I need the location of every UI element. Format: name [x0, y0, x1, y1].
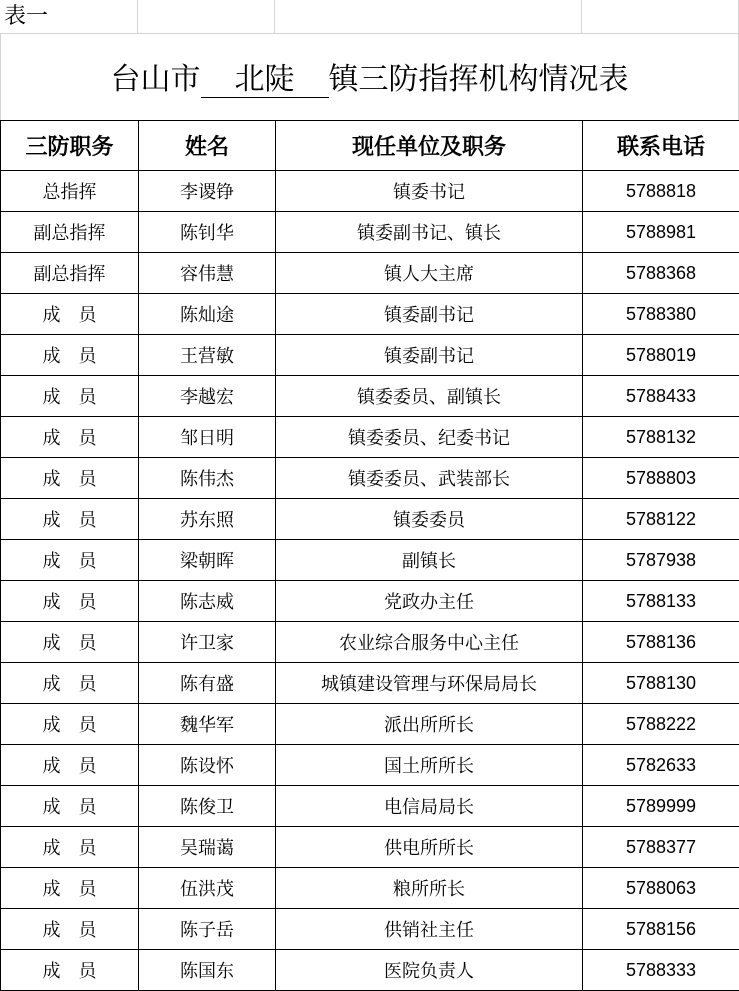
cell-role[interactable]: 成 员: [1, 540, 139, 581]
cell-position[interactable]: 镇委委员、纪委书记: [276, 417, 583, 458]
cell-role[interactable]: 成 员: [1, 335, 139, 376]
cell-phone[interactable]: 5788433: [583, 376, 739, 417]
table-row: [1, 581, 739, 622]
cell-position[interactable]: 供电所所长: [276, 827, 583, 868]
command-roster-table: [0, 120, 739, 991]
cell-role[interactable]: 成 员: [1, 827, 139, 868]
cell-name[interactable]: 魏华军: [139, 704, 276, 745]
cell-name[interactable]: 李越宏: [139, 376, 276, 417]
cell-position[interactable]: 粮所所长: [276, 868, 583, 909]
cell-position[interactable]: 派出所所长: [276, 704, 583, 745]
cell-name[interactable]: 陈志威: [139, 581, 276, 622]
header-position[interactable]: 现任单位及职务: [276, 121, 583, 171]
cell-role[interactable]: 成 员: [1, 376, 139, 417]
cell-role[interactable]: 成 员: [1, 458, 139, 499]
cell-role[interactable]: 成 员: [1, 622, 139, 663]
table-row: [1, 458, 739, 499]
cell-name[interactable]: 许卫家: [139, 622, 276, 663]
header-role[interactable]: 三防职务: [1, 121, 139, 171]
cell-role[interactable]: 成 员: [1, 417, 139, 458]
table-row: [1, 212, 739, 253]
cell-phone[interactable]: 5788380: [583, 294, 739, 335]
cell-phone[interactable]: 5788122: [583, 499, 739, 540]
cell-phone[interactable]: 5788981: [583, 212, 739, 253]
cell-position[interactable]: 镇委委员: [276, 499, 583, 540]
cell-name[interactable]: 邹日明: [139, 417, 276, 458]
table-row: [1, 171, 739, 212]
cell-position[interactable]: 镇委委员、副镇长: [276, 376, 583, 417]
table-row: [1, 294, 739, 335]
cell-phone[interactable]: 5788818: [583, 171, 739, 212]
cell-name[interactable]: 吴瑞蔼: [139, 827, 276, 868]
table-row: [1, 335, 739, 376]
table-row: [1, 376, 739, 417]
cell-position[interactable]: 镇委副书记: [276, 335, 583, 376]
table-row: [1, 786, 739, 827]
header-phone[interactable]: 联系电话: [583, 121, 739, 171]
cell-role[interactable]: 总指挥: [1, 171, 139, 212]
table-row: [1, 663, 739, 704]
cell-role[interactable]: 成 员: [1, 745, 139, 786]
title-town-blank: 北陡: [201, 63, 329, 98]
cell-name[interactable]: 容伟慧: [139, 253, 276, 294]
cell-phone[interactable]: 5788019: [583, 335, 739, 376]
page-title: [1, 60, 738, 100]
cell-role[interactable]: 副总指挥: [1, 212, 139, 253]
cell-name[interactable]: 陈灿途: [139, 294, 276, 335]
header-name[interactable]: 姓名: [139, 121, 276, 171]
cell-name[interactable]: 陈钊华: [139, 212, 276, 253]
sheet-top-row: [0, 0, 739, 34]
sheet-label: 表一: [4, 4, 49, 29]
cell-position[interactable]: 供销社主任: [276, 909, 583, 950]
table-row: [1, 909, 739, 950]
cell-role[interactable]: 成 员: [1, 868, 139, 909]
title-prefix: 台山市: [110, 62, 201, 97]
table-row: [1, 827, 739, 868]
cell-position[interactable]: 镇人大主席: [276, 253, 583, 294]
cell-position[interactable]: 镇委副书记: [276, 294, 583, 335]
table-row: [1, 253, 739, 294]
cell-position[interactable]: 镇委书记: [276, 171, 583, 212]
header-row: [1, 121, 739, 171]
top-cell[interactable]: [582, 0, 739, 34]
cell-phone[interactable]: 5788368: [583, 253, 739, 294]
cell-position[interactable]: 医院负责人: [276, 950, 583, 991]
table-row: [1, 950, 739, 991]
cell-role[interactable]: 成 员: [1, 581, 139, 622]
cell-phone[interactable]: 5788130: [583, 663, 739, 704]
cell-phone[interactable]: 5788377: [583, 827, 739, 868]
cell-name[interactable]: 王营敏: [139, 335, 276, 376]
cell-phone[interactable]: 5787938: [583, 540, 739, 581]
cell-role[interactable]: 成 员: [1, 950, 139, 991]
cell-position[interactable]: 副镇长: [276, 540, 583, 581]
cell-phone[interactable]: 5788063: [583, 868, 739, 909]
cell-name[interactable]: 苏东照: [139, 499, 276, 540]
cell-phone[interactable]: 5788136: [583, 622, 739, 663]
cell-name[interactable]: 陈设怀: [139, 745, 276, 786]
cell-role[interactable]: 成 员: [1, 704, 139, 745]
cell-position[interactable]: 党政办主任: [276, 581, 583, 622]
cell-phone[interactable]: 5788333: [583, 950, 739, 991]
table-row: [1, 499, 739, 540]
cell-phone[interactable]: 5789999: [583, 786, 739, 827]
table-row: [1, 868, 739, 909]
cell-position[interactable]: 镇委委员、武装部长: [276, 458, 583, 499]
cell-phone[interactable]: 5788803: [583, 458, 739, 499]
title-row: [0, 34, 739, 120]
title-suffix: 镇三防指挥机构情况表: [328, 62, 629, 97]
cell-name[interactable]: 李谡铮: [139, 171, 276, 212]
cell-position[interactable]: 城镇建设管理与环保局局长: [276, 663, 583, 704]
cell-name[interactable]: 陈国东: [139, 950, 276, 991]
cell-phone[interactable]: 5782633: [583, 745, 739, 786]
cell-name[interactable]: 陈子岳: [139, 909, 276, 950]
cell-position[interactable]: 镇委副书记、镇长: [276, 212, 583, 253]
cell-role[interactable]: 成 员: [1, 786, 139, 827]
cell-name[interactable]: 伍洪茂: [139, 868, 276, 909]
table-row: [1, 745, 739, 786]
cell-role[interactable]: 成 员: [1, 294, 139, 335]
cell-position[interactable]: 国土所所长: [276, 745, 583, 786]
table-row: [1, 704, 739, 745]
cell-name[interactable]: 梁朝晖: [139, 540, 276, 581]
cell-phone[interactable]: 5788132: [583, 417, 739, 458]
top-cell[interactable]: [275, 0, 582, 34]
cell-phone[interactable]: 5788156: [583, 909, 739, 950]
cell-role[interactable]: 成 员: [1, 663, 139, 704]
cell-role[interactable]: 成 员: [1, 909, 139, 950]
cell-role[interactable]: 成 员: [1, 499, 139, 540]
table-row: [1, 540, 739, 581]
cell-role[interactable]: 副总指挥: [1, 253, 139, 294]
cell-phone[interactable]: 5788222: [583, 704, 739, 745]
table-row: [1, 622, 739, 663]
cell-name[interactable]: 陈伟杰: [139, 458, 276, 499]
cell-position[interactable]: 农业综合服务中心主任: [276, 622, 583, 663]
roster-body: [1, 171, 739, 991]
top-cell[interactable]: [138, 0, 275, 34]
cell-name[interactable]: 陈有盛: [139, 663, 276, 704]
table-row: [1, 417, 739, 458]
cell-phone[interactable]: 5788133: [583, 581, 739, 622]
cell-position[interactable]: 电信局局长: [276, 786, 583, 827]
cell-name[interactable]: 陈俊卫: [139, 786, 276, 827]
